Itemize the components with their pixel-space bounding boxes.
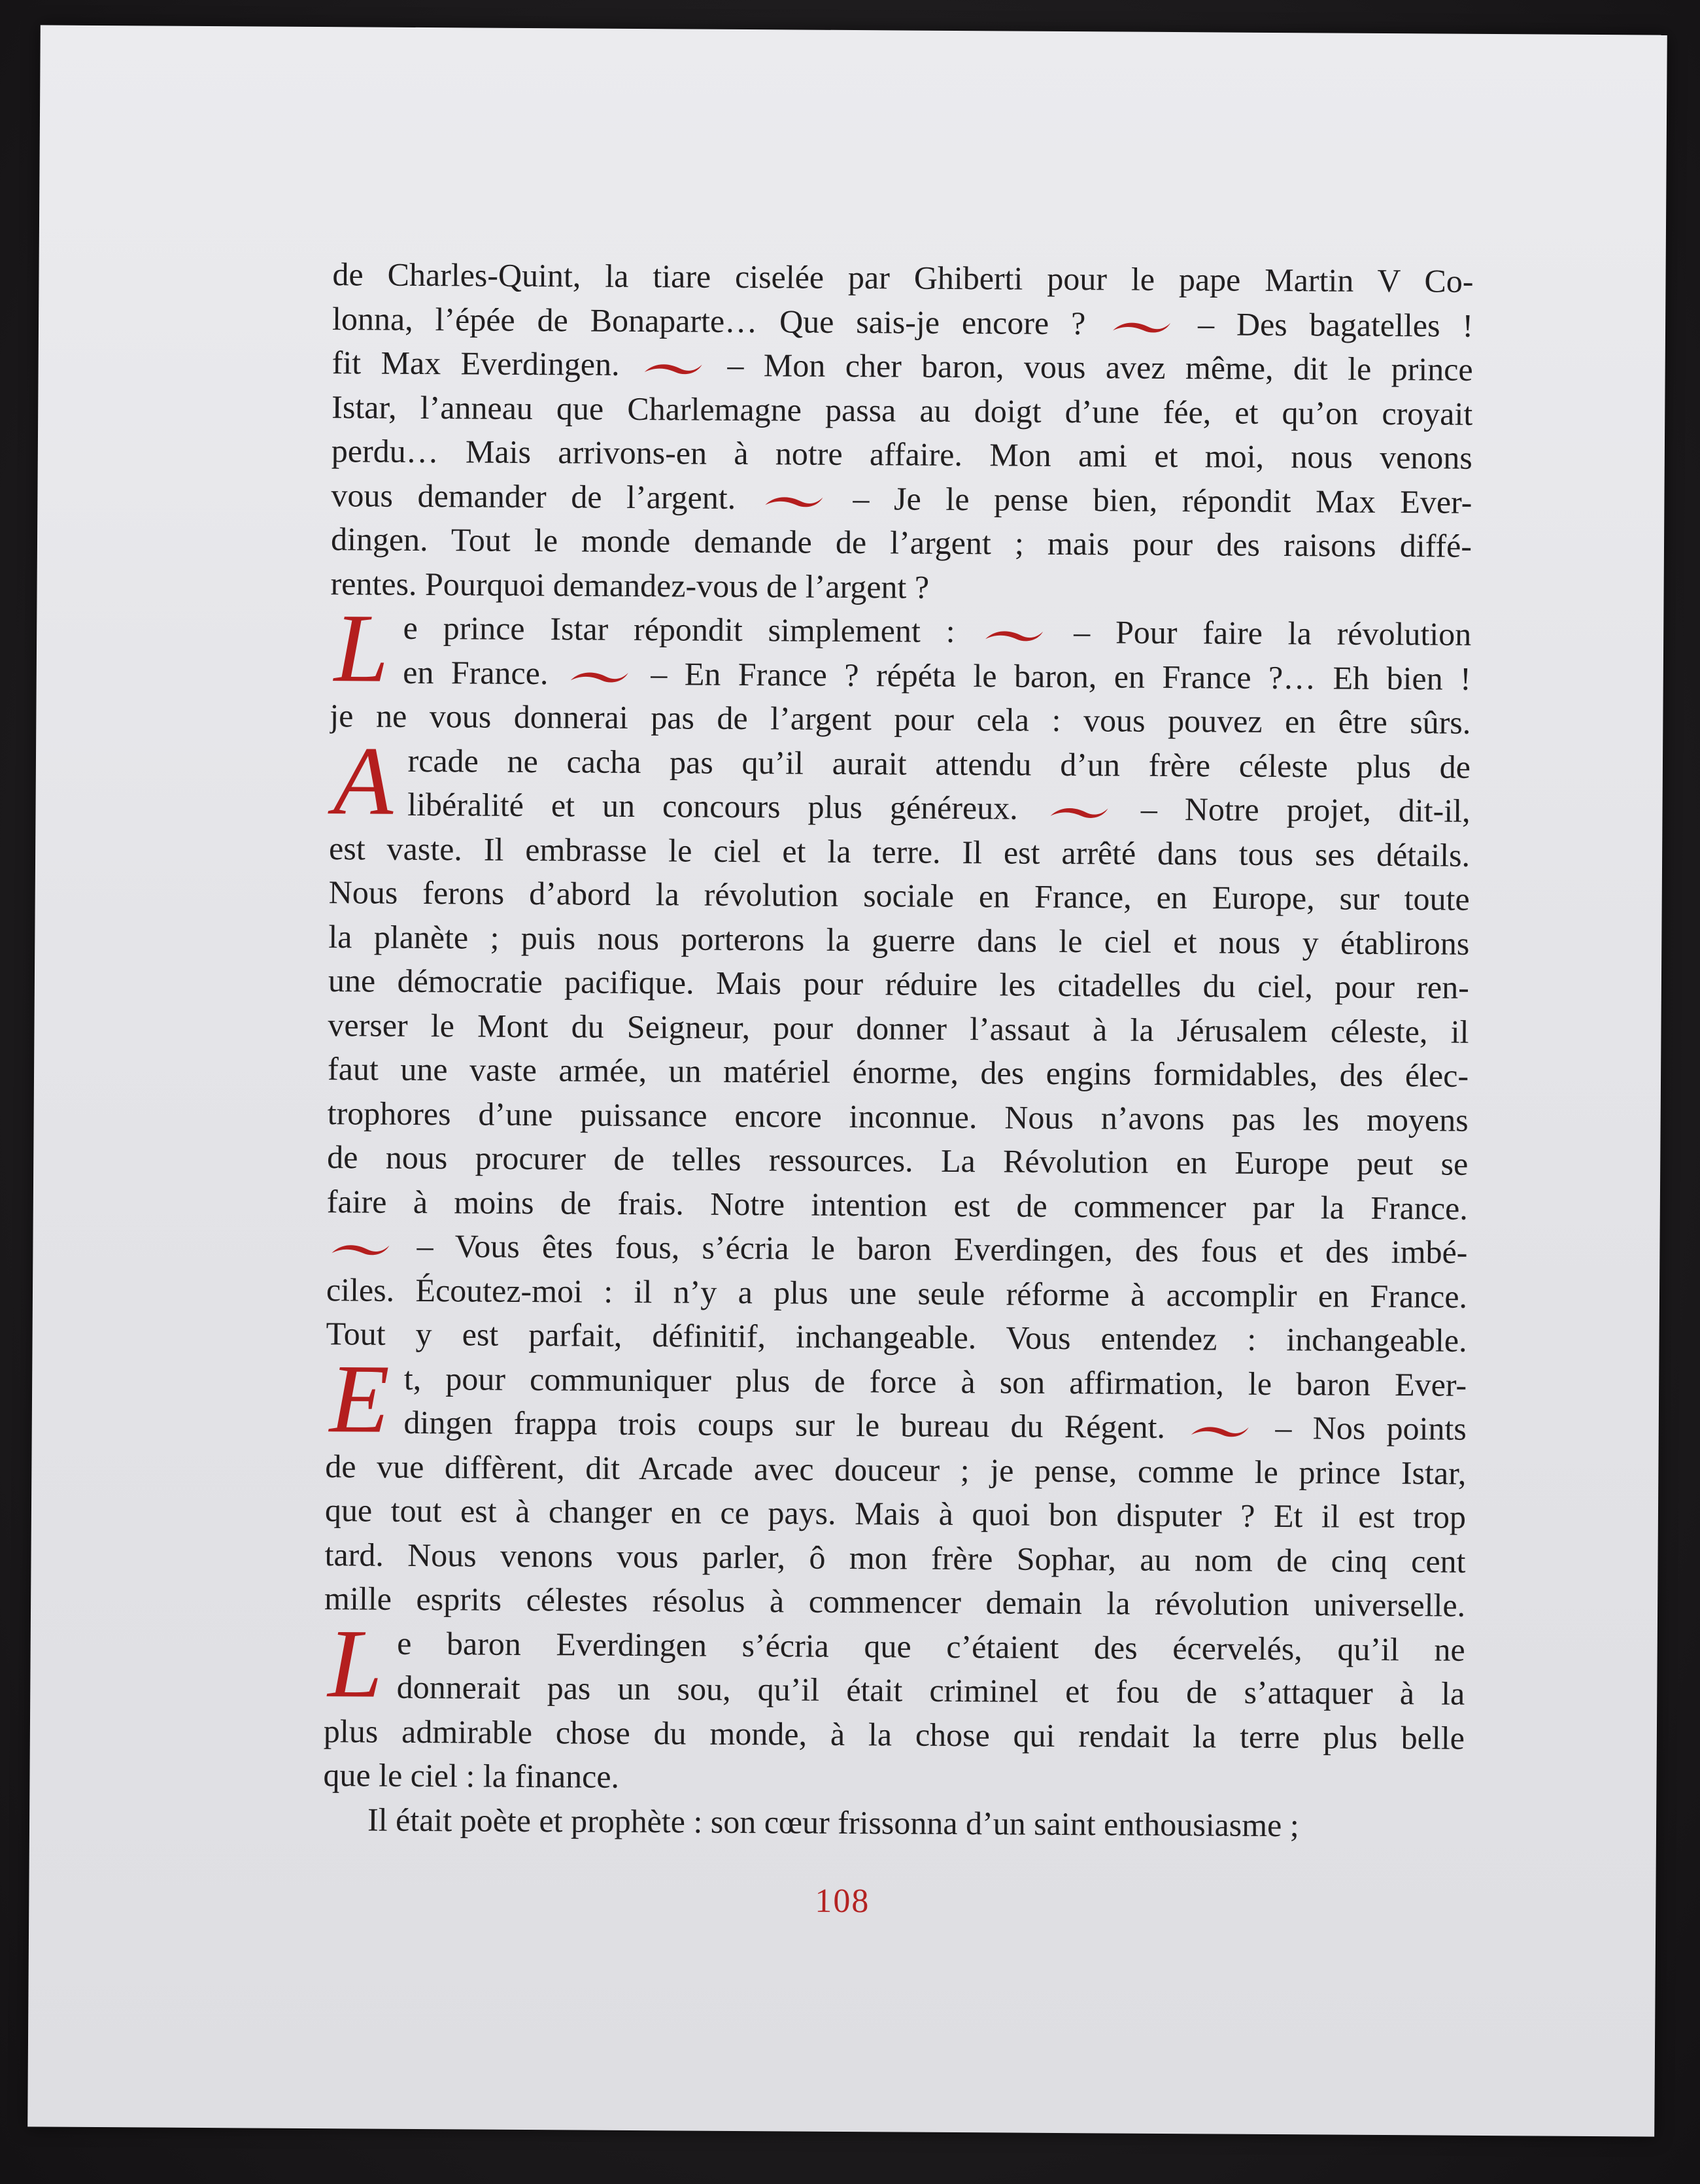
paragraph-4 — [324, 1344, 1467, 1628]
text-line: rentes. Pourquoi demandez-vous de l’argent ? — [330, 564, 930, 606]
text-line: de Charles-Quint, la tiare ciselée par Ghiberti pour le pape Martin V Co- — [332, 256, 1474, 299]
red-swash-ornament-icon — [643, 359, 704, 378]
red-swash-ornament-icon — [764, 492, 824, 511]
text-line: faire à moins de frais. Notre intention est de commencer par la France. — [326, 1182, 1469, 1227]
text-line: ciles. Écoutez-moi : il n’y a plus une seule réforme à accomplir en France. — [326, 1271, 1468, 1315]
drop-cap-initial: L — [333, 594, 389, 703]
text-segment: fit Max Everdingen. — [332, 344, 620, 383]
text-segment: – Je le pense bien, répondit Max Ever- — [853, 479, 1472, 520]
text-line: faut une vaste armée, un matériel énorme, des engins formidables, des élec- — [327, 1050, 1469, 1094]
text-line: donnerait pas un sou, qu’il était criminel et fou de s’attaquer à la — [396, 1668, 1465, 1712]
red-swash-ornament-icon — [570, 667, 630, 686]
text-line — [331, 473, 1472, 524]
text-segment: – Des bagatelles ! — [1197, 305, 1474, 344]
text-line: est vaste. Il embrasse le ciel et la terre. Il est arrêté dans tous ses détails. — [328, 829, 1470, 874]
text-line: mille esprits célestes résolus à commencer demain la révolution universelle. — [324, 1580, 1466, 1624]
text-line: verser le Mont du Seigneur, pour donner l’assaut à la Jérusalem céleste, il — [328, 1006, 1469, 1050]
text-line — [332, 341, 1472, 392]
text-segment: – Pour faire la révolution — [1074, 613, 1472, 653]
text-line: dingen. Tout le monde demande de l’argent ; mais pour des raisons diffé- — [330, 520, 1472, 564]
book-page — [27, 25, 1667, 2136]
text-line: une démocratie pacifique. Mais pour réduire les citadelles du ciel, pour ren- — [328, 962, 1470, 1006]
text-segment: – Mon cher baron, vous avez même, dit le prince — [727, 346, 1473, 388]
text-line — [403, 650, 1471, 700]
text-line: Nous ferons d’abord la révolution sociale en France, en Europe, sur toute — [328, 874, 1470, 917]
red-swash-ornament-icon — [1190, 1422, 1250, 1441]
paragraph-6 — [323, 1798, 1464, 1849]
drop-cap-initial: L — [328, 1609, 383, 1718]
text-line: trophores d’une puissance encore inconnue. Nous n’avons pas les moyens — [327, 1094, 1469, 1138]
red-swash-ornament-icon — [1049, 802, 1110, 821]
text-segment: dingen frappa trois coups sur le bureau du Régent. — [403, 1403, 1166, 1445]
text-line — [403, 606, 1471, 657]
red-swash-ornament-icon — [984, 626, 1044, 645]
text-segment: libéralité et un concours plus généreux. — [407, 785, 1018, 827]
text-segment: e prince Istar répondit simplement : — [403, 609, 955, 649]
drop-cap-initial: E — [329, 1344, 390, 1454]
text-line: que tout est à changer en ce pays. Mais à quoi bon disputer ? Et il est trop — [324, 1492, 1467, 1535]
text-line: tard. Nous venons vous parler, ô mon frère Sophar, au nom de cinq cent — [324, 1535, 1466, 1580]
text-segment: – Notre projet, dit-il, — [1140, 790, 1470, 829]
body-text — [323, 252, 1474, 1849]
text-line: e baron Everdingen s’écria que c’étaient des écervelés, qu’il ne — [397, 1624, 1465, 1668]
text-line: perdu… Mais arrivons-en à notre affaire. Mon ami et moi, nous venons — [331, 432, 1473, 476]
text-line: que le ciel : la finance. — [323, 1756, 620, 1795]
drop-cap-initial: A — [333, 726, 394, 836]
paragraph-1 — [330, 252, 1473, 613]
text-segment: – Nos points — [1275, 1409, 1467, 1447]
text-line — [332, 297, 1473, 348]
text-line: de nous procurer de telles ressources. La Révolution en Europe peut se — [327, 1138, 1469, 1182]
text-line: Tout y est parfait, définitif, inchangeable. Vous entendez : inchangeable. — [326, 1315, 1467, 1359]
paragraph-5 — [323, 1609, 1465, 1805]
text-line — [403, 1401, 1467, 1451]
red-swash-ornament-icon — [1112, 317, 1172, 336]
text-line: la planète ; puis nous porterons la guerre dans le ciel et nous y établirons — [328, 917, 1470, 962]
paragraph-2 — [330, 594, 1472, 745]
text-line: de vue diffèrent, dit Arcade avec douceur ; je pense, comme le prince Istar, — [325, 1447, 1467, 1492]
text-line — [326, 1223, 1467, 1274]
text-segment: – Vous êtes fous, s’écria le baron Everdingen, des fous et des imbé- — [416, 1227, 1468, 1271]
text-line: Il était poète et prophète : son cœur frissonna d’un saint enthousiasme ; — [367, 1801, 1299, 1843]
text-segment: lonna, l’épée de Bonaparte… Que sais-je encore ? — [332, 299, 1086, 341]
text-segment: en France. — [403, 653, 549, 691]
text-line: t, pour communiquer plus de force à son affirmation, le baron Ever- — [403, 1359, 1467, 1403]
paragraph-3 — [326, 726, 1471, 1363]
text-line — [407, 783, 1470, 833]
text-segment: vous demander de l’argent. — [331, 476, 736, 516]
text-line: je ne vous donnerai pas de l’argent pour cela : vous pouvez en être sûrs. — [330, 697, 1471, 741]
page-number: 108 — [815, 1882, 870, 1920]
text-line: plus admirable chose du monde, à la chose qui rendait la terre plus belle — [323, 1712, 1465, 1756]
red-swash-ornament-icon — [330, 1240, 390, 1259]
text-line: rcade ne cacha pas qu’il aurait attendu d’un frère céleste plus de — [407, 742, 1471, 785]
text-line: Istar, l’anneau que Charlemagne passa au doigt d’une fée, et qu’on croyait — [332, 388, 1473, 432]
text-segment: – En France ? répéta le baron, en France ?… Eh bien ! — [651, 655, 1471, 697]
